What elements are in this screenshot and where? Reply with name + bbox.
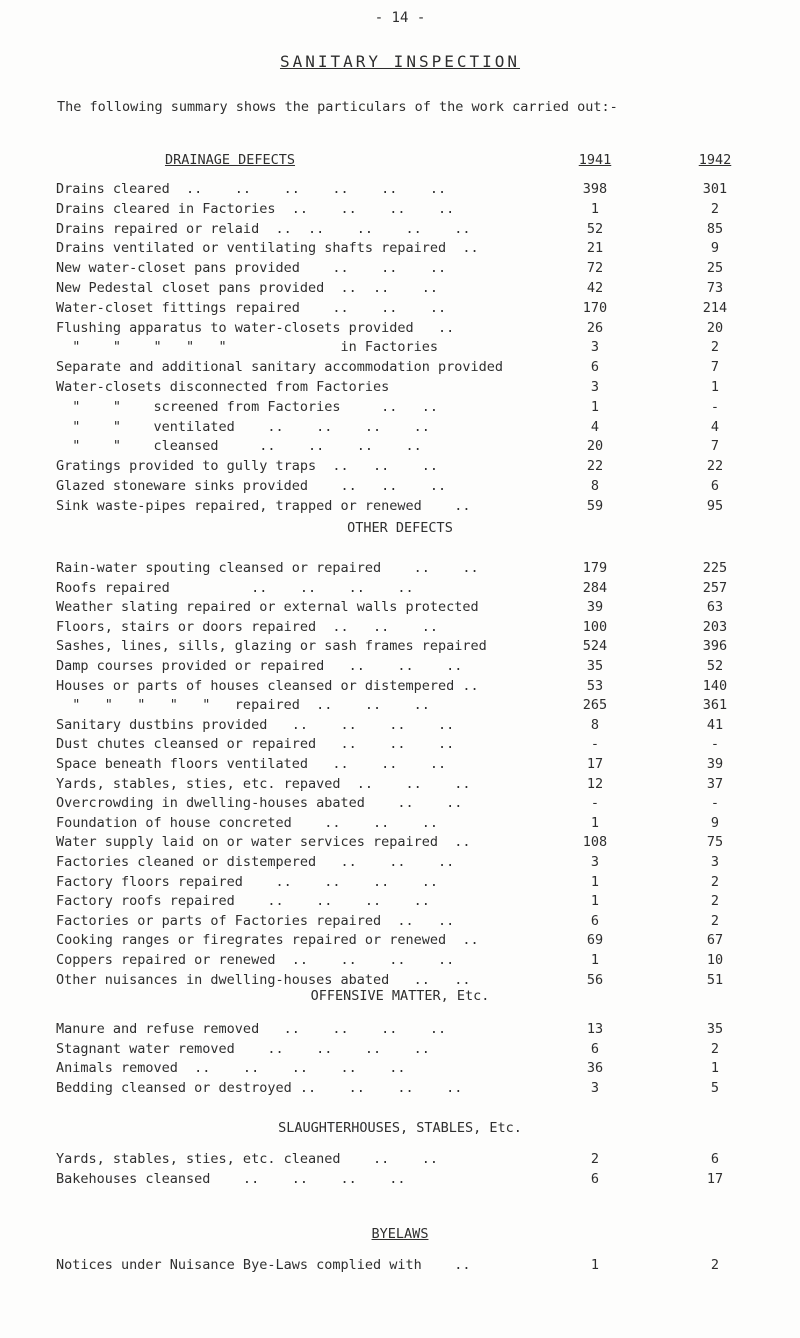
- table-row: [0, 931, 800, 949]
- value-1941: 1: [590, 873, 600, 890]
- value-1941: 179: [582, 560, 608, 576]
- value-1941: 3: [590, 854, 600, 870]
- table-row: [0, 912, 800, 930]
- value-1941: 1: [590, 1257, 600, 1273]
- year-1941-header: 1941: [578, 152, 612, 168]
- value-1941: 39: [586, 599, 604, 616]
- row-label: Sink waste-pipes repaired, trapped or renewed ..: [56, 497, 471, 514]
- row-label: Drains repaired or relaid .. .. .. .. ..: [56, 220, 471, 237]
- table-row: [0, 775, 800, 793]
- row-label: New water-closet pans provided .. .. ..: [56, 260, 447, 277]
- row-label: Manure and refuse removed .. .. .. ..: [56, 1021, 447, 1037]
- value-1941: 12: [586, 775, 604, 792]
- value-1941: 170: [582, 299, 608, 316]
- value-1941: 53: [586, 677, 604, 694]
- page-number: - 14 -: [374, 10, 426, 26]
- value-1942: 20: [706, 319, 724, 336]
- table-row: [0, 279, 800, 297]
- table-row: [0, 618, 800, 636]
- row-label: Bedding cleansed or destroyed .. .. .. ..: [56, 1079, 463, 1096]
- value-1942: 39: [706, 756, 724, 772]
- row-label: Damp courses provided or repaired .. .. ..: [56, 658, 463, 674]
- value-1942: 225: [702, 560, 728, 576]
- row-label: Space beneath floors ventilated .. .. ..: [56, 756, 447, 772]
- value-1941: 21: [586, 240, 604, 257]
- row-label: Separate and additional sanitary accommodation provided: [56, 359, 504, 376]
- row-label: Gratings provided to gully traps .. .. ..: [56, 458, 439, 475]
- row-label: " " screened from Factories .. ..: [56, 398, 439, 415]
- value-1942: 63: [706, 599, 724, 616]
- table-row: [0, 437, 800, 455]
- table-row: [0, 1170, 800, 1188]
- value-1941: 2: [590, 1151, 600, 1167]
- value-1941: 1: [590, 200, 600, 217]
- value-1941: 8: [590, 716, 600, 733]
- row-label: " " " " " in Factories: [56, 339, 439, 356]
- table-row: [0, 457, 800, 475]
- section-heading: [0, 1120, 800, 1138]
- row-label: Roofs repaired .. .. .. ..: [56, 579, 414, 596]
- value-1941: 3: [590, 379, 600, 395]
- value-1942: 35: [706, 1021, 724, 1037]
- table-row: [0, 358, 800, 376]
- page-title: SANITARY INSPECTION: [279, 52, 521, 71]
- value-1942: 95: [706, 497, 724, 514]
- value-1941: -: [590, 736, 600, 753]
- value-1941: 398: [582, 181, 608, 197]
- table-row: [0, 259, 800, 277]
- table-row: [0, 579, 800, 597]
- table-row: [0, 338, 800, 356]
- value-1941: 100: [582, 618, 608, 635]
- table-row: [0, 559, 800, 577]
- value-1942: 6: [710, 478, 720, 494]
- row-label: Water-closets disconnected from Factories: [56, 379, 390, 395]
- table-row: [0, 735, 800, 753]
- table-row: [0, 814, 800, 832]
- row-label: " " " " " repaired .. .. ..: [56, 697, 430, 714]
- value-1942: 22: [706, 458, 724, 475]
- row-label: Stagnant water removed .. .. .. ..: [56, 1040, 430, 1057]
- value-1942: 2: [710, 1040, 720, 1057]
- row-label: Rain-water spouting cleansed or repaired .. ..: [56, 560, 479, 576]
- value-1942: -: [710, 736, 720, 753]
- value-1942: 52: [706, 658, 724, 674]
- row-label: Bakehouses cleansed .. .. .. ..: [56, 1170, 406, 1187]
- value-1941: 42: [586, 280, 604, 296]
- value-1941: 108: [582, 834, 608, 851]
- value-1942: 7: [710, 438, 720, 455]
- value-1942: 85: [706, 220, 724, 237]
- table-row: [0, 200, 800, 218]
- value-1941: 17: [586, 756, 604, 772]
- value-1942: 51: [706, 971, 724, 988]
- table-row: [0, 971, 800, 989]
- value-1942: 3: [710, 854, 720, 870]
- value-1942: 396: [702, 638, 728, 655]
- row-label: Other nuisances in dwelling-houses abated .. ..: [56, 971, 471, 988]
- value-1942: 6: [710, 1151, 720, 1167]
- row-label: Factory roofs repaired .. .. .. ..: [56, 893, 430, 910]
- section-heading-text: BYELAWS: [371, 1226, 429, 1242]
- value-1941: 265: [582, 697, 608, 714]
- value-1942: -: [710, 795, 720, 812]
- table-row: [0, 239, 800, 257]
- row-label: Drains ventilated or ventilating shafts repaired ..: [56, 240, 479, 257]
- row-label: Dust chutes cleansed or repaired .. .. ..: [56, 736, 455, 753]
- table-row: [0, 892, 800, 910]
- table-row: [0, 1059, 800, 1077]
- row-label: Weather slating repaired or external walls protected: [56, 599, 479, 616]
- section-heading-text: OFFENSIVE MATTER, Etc.: [310, 988, 490, 1004]
- table-row: [0, 833, 800, 851]
- row-label: Water supply laid on or water services repaired ..: [56, 834, 471, 851]
- value-1941: 20: [586, 438, 604, 455]
- row-label: Factories or parts of Factories repaired .. ..: [56, 912, 455, 929]
- value-1942: 7: [710, 359, 720, 376]
- value-1941: 72: [586, 260, 604, 277]
- table-row: [0, 598, 800, 616]
- section-heading: [0, 988, 800, 1006]
- value-1942: 67: [706, 932, 724, 949]
- value-1942: 1: [710, 1060, 720, 1076]
- value-1941: 36: [586, 1060, 604, 1076]
- section-heading: [0, 1226, 800, 1244]
- value-1941: 1: [590, 814, 600, 831]
- value-1942: -: [710, 398, 720, 415]
- table-row: [0, 677, 800, 695]
- value-1941: 56: [586, 971, 604, 988]
- row-label: Houses or parts of houses cleansed or distempered ..: [56, 677, 479, 694]
- section-heading: [0, 520, 800, 538]
- row-label: Sanitary dustbins provided .. .. .. ..: [56, 716, 455, 733]
- row-label: New Pedestal closet pans provided .. .. ..: [56, 280, 439, 296]
- value-1942: 2: [710, 200, 720, 217]
- value-1941: 1: [590, 398, 600, 415]
- value-1941: 3: [590, 339, 600, 356]
- section-heading-text: SLAUGHTERHOUSES, STABLES, Etc.: [278, 1120, 522, 1136]
- value-1942: 214: [702, 299, 728, 316]
- value-1941: 6: [590, 359, 600, 376]
- value-1942: 9: [710, 240, 720, 257]
- value-1941: 6: [590, 912, 600, 929]
- table-row: [0, 1256, 800, 1274]
- value-1942: 25: [706, 260, 724, 277]
- table-row: [0, 378, 800, 396]
- row-label: " " ventilated .. .. .. ..: [56, 418, 430, 435]
- value-1941: 4: [590, 418, 600, 435]
- value-1941: 1: [590, 893, 600, 910]
- value-1942: 1: [710, 379, 720, 395]
- table-row: [0, 794, 800, 812]
- value-1941: 1: [590, 952, 600, 968]
- value-1941: 59: [586, 497, 604, 514]
- row-label: Drains cleared in Factories .. .. .. ..: [56, 200, 455, 217]
- table-row: [0, 657, 800, 675]
- value-1941: 284: [582, 579, 608, 596]
- row-label: Drains cleared .. .. .. .. .. ..: [56, 181, 447, 197]
- value-1941: 8: [590, 478, 600, 494]
- year-1942-header: 1942: [698, 152, 732, 168]
- value-1942: 203: [702, 618, 728, 635]
- value-1942: 10: [706, 952, 724, 968]
- row-label: " " cleansed .. .. .. ..: [56, 438, 422, 455]
- section-heading-text: OTHER DEFECTS: [347, 520, 453, 536]
- value-1942: 41: [706, 716, 724, 733]
- row-label: Foundation of house concreted .. .. ..: [56, 814, 439, 831]
- value-1942: 73: [706, 280, 724, 296]
- table-row: [0, 951, 800, 969]
- table-row: [0, 1079, 800, 1097]
- table-row: [0, 716, 800, 734]
- value-1942: 17: [706, 1170, 724, 1187]
- value-1942: 2: [710, 339, 720, 356]
- table-row: [0, 853, 800, 871]
- row-label: Flushing apparatus to water-closets provided ..: [56, 319, 455, 336]
- value-1941: 52: [586, 220, 604, 237]
- value-1942: 2: [710, 912, 720, 929]
- value-1941: 524: [582, 638, 608, 655]
- value-1941: 3: [590, 1079, 600, 1096]
- value-1941: 6: [590, 1170, 600, 1187]
- value-1941: 69: [586, 932, 604, 949]
- row-label: Water-closet fittings repaired .. .. ..: [56, 299, 447, 316]
- table-row: [0, 220, 800, 238]
- table-row: [0, 1150, 800, 1168]
- table-row: [0, 398, 800, 416]
- section-heading-text: DRAINAGE DEFECTS: [164, 152, 296, 168]
- row-label: Factory floors repaired .. .. .. ..: [56, 873, 439, 890]
- table-row: [0, 696, 800, 714]
- table-row: [0, 180, 800, 198]
- table-row: [0, 477, 800, 495]
- value-1942: 5: [710, 1079, 720, 1096]
- row-label: Sashes, lines, sills, glazing or sash frames repaired: [56, 638, 487, 655]
- table-row: [0, 873, 800, 891]
- value-1941: -: [590, 795, 600, 812]
- table-row: [0, 418, 800, 436]
- intro-text: The following summary shows the particulars of the work carried out:-: [57, 99, 618, 115]
- value-1942: 257: [702, 579, 728, 596]
- value-1942: 2: [710, 873, 720, 890]
- value-1941: 22: [586, 458, 604, 475]
- value-1942: 9: [710, 814, 720, 831]
- row-label: Floors, stairs or doors repaired .. .. ..: [56, 618, 439, 635]
- value-1941: 26: [586, 319, 604, 336]
- value-1941: 6: [590, 1040, 600, 1057]
- value-1942: 37: [706, 775, 724, 792]
- row-label: Animals removed .. .. .. .. ..: [56, 1060, 406, 1076]
- table-row: [0, 1040, 800, 1058]
- row-label: Notices under Nuisance Bye-Laws complied with ..: [56, 1257, 471, 1273]
- table-row: [0, 299, 800, 317]
- table-row: [0, 755, 800, 773]
- section-heading: [0, 152, 800, 170]
- value-1942: 361: [702, 697, 728, 714]
- value-1941: 35: [586, 658, 604, 674]
- row-label: Factories cleaned or distempered .. .. ..: [56, 854, 455, 870]
- value-1942: 2: [710, 1257, 720, 1273]
- row-label: Cooking ranges or firegrates repaired or renewed ..: [56, 932, 479, 949]
- value-1941: 13: [586, 1021, 604, 1037]
- table-row: [0, 497, 800, 515]
- table-row: [0, 637, 800, 655]
- row-label: Yards, stables, sties, etc. repaved .. .. ..: [56, 775, 471, 792]
- value-1942: 2: [710, 893, 720, 910]
- table-row: [0, 1020, 800, 1038]
- row-label: Glazed stoneware sinks provided .. .. ..: [56, 478, 447, 494]
- value-1942: 75: [706, 834, 724, 851]
- row-label: Yards, stables, sties, etc. cleaned .. ..: [56, 1151, 439, 1167]
- table-row: [0, 319, 800, 337]
- row-label: Coppers repaired or renewed .. .. .. ..: [56, 952, 455, 968]
- value-1942: 140: [702, 677, 728, 694]
- value-1942: 4: [710, 418, 720, 435]
- row-label: Overcrowding in dwelling-houses abated .. ..: [56, 795, 463, 812]
- value-1942: 301: [702, 181, 728, 197]
